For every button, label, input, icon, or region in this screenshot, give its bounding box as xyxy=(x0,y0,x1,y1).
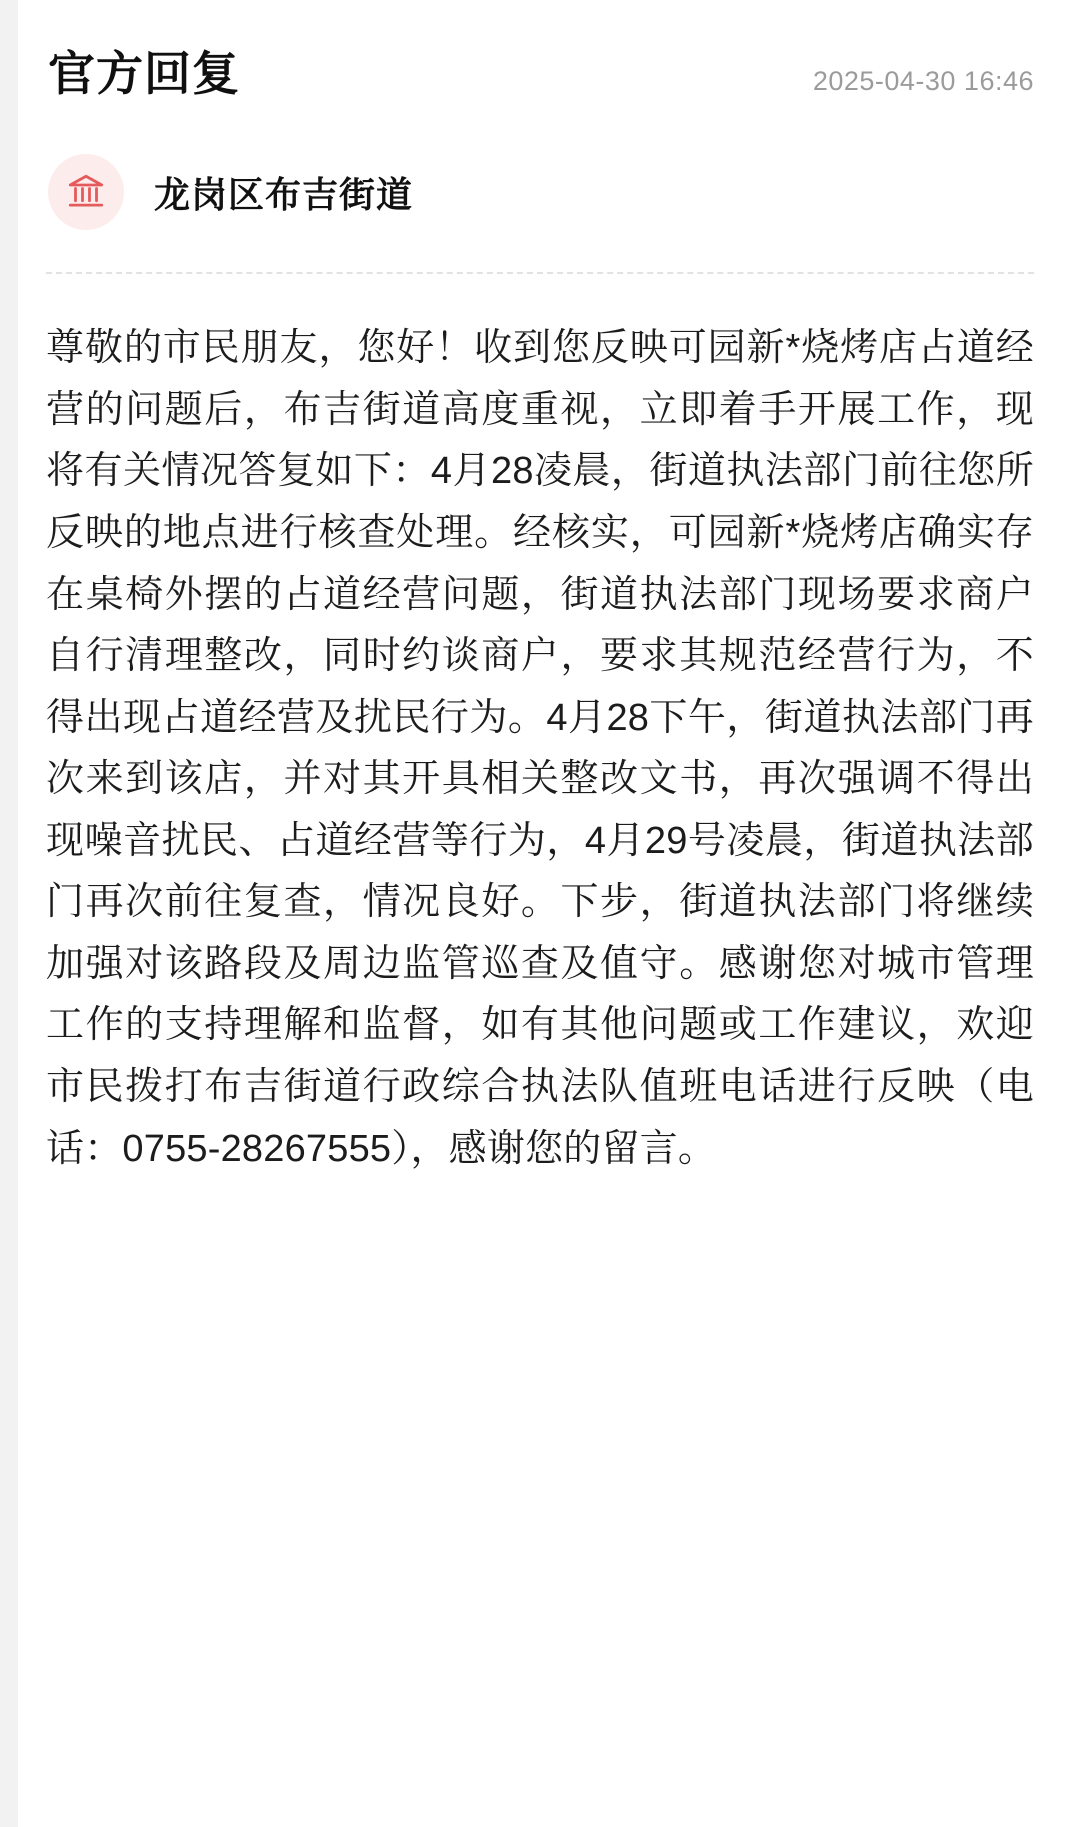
reply-body-text: 尊敬的市民朋友，您好！收到您反映可园新*烧烤店占道经营的问题后，布吉街道高度重视，立即着手开展工作，现将有关情况答复如下：4月28凌晨，街道执法部门前往您所反映的地点进行核查处理。经核实，可园新*烧烤店确实存在桌椅外摆的占道经营问题，街道执法部门现场要求商户自行清理整改，同时约谈商户，要求其规范经营行为，不得出现占道经营及扰民行为。4月28下午，街道执法部门再次来到该店，并对其开具相关整改文书，再次强调不得出现噪音扰民、占道经营等行为，4月29号凌晨，街道执法部门再次前往复查，情况良好。下步，街道执法部门将继续加强对该路段及周边监管巡查及值守。感谢您对城市管理工作的支持理解和监督，如有其他问题或工作建议，欢迎市民拨打布吉街道行政综合执法队值班电话进行反映（电话：0755-28267555），感谢您的留言。 xyxy=(46,327,1034,1170)
government-building-icon xyxy=(65,171,107,213)
organization-row[interactable] xyxy=(46,154,1034,230)
avatar xyxy=(48,154,124,230)
page-title: 官方回复 xyxy=(48,47,240,100)
organization-name: 龙岗区布吉街道 xyxy=(154,173,414,215)
header xyxy=(46,46,1034,102)
reply-timestamp: 2025-04-30 16:46 xyxy=(812,66,1034,96)
divider xyxy=(46,272,1034,274)
